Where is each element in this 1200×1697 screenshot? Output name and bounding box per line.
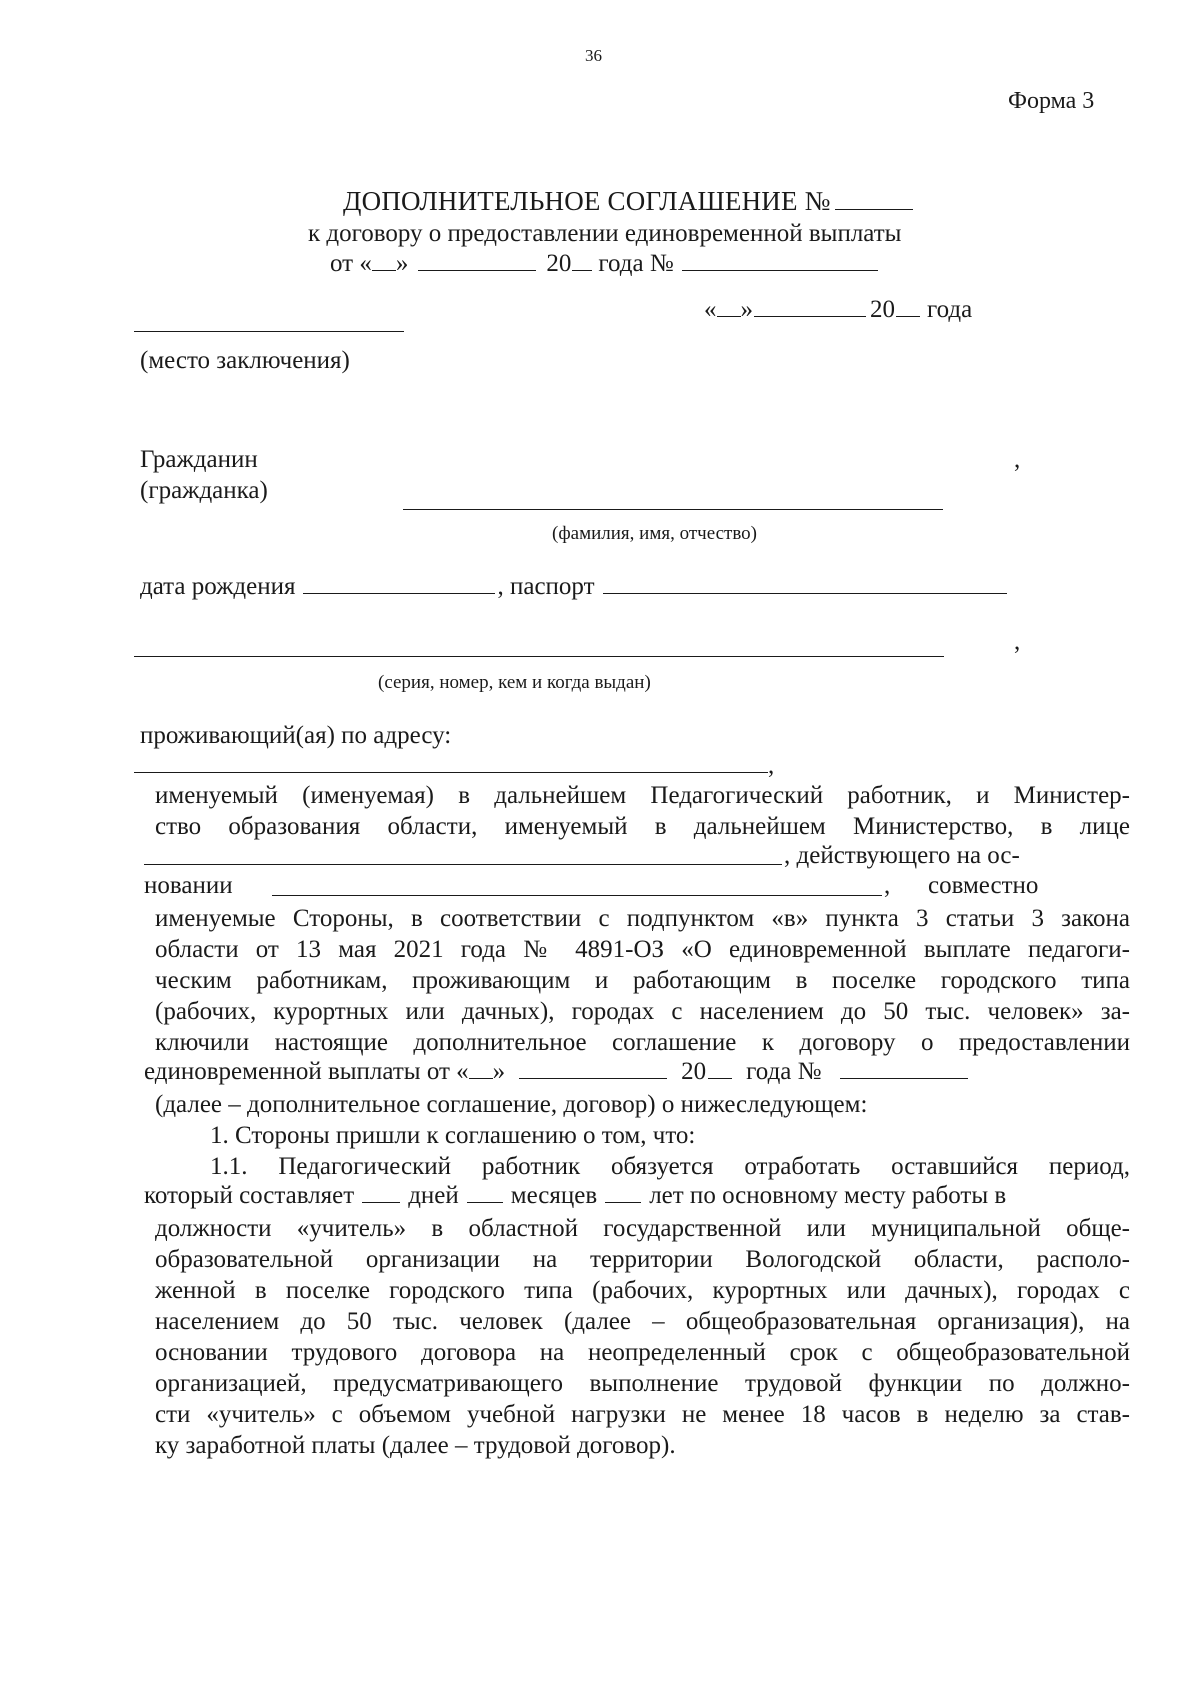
basis-comma: , [884,872,891,899]
body-line-2: ство образования области, именуемый в дальнейшем Министерство, в лице [155,813,1130,840]
body-line-14: организацией, предусматривающего выполнение трудовой функции по должно- [155,1370,1130,1397]
place-caption: (место заключения) [140,347,350,374]
period-line [144,1182,1006,1210]
signing-year-blank [896,315,920,317]
payment-number-blank [840,1077,968,1079]
birth-date-label: дата рождения [140,573,296,600]
contract-year-blank [572,269,592,271]
address-line [134,772,768,773]
body-line-11: женной в поселке городского типа (рабочих, курортных или дачных), городах с [155,1277,1130,1304]
body-line-7: ключили настоящие дополнительное соглашение к договору о предоставлении [155,1029,1130,1056]
contract-number-label: года № [598,250,674,277]
body-line-12: населением до 50 тыс. человек (далее – общеобразовательная организация), на [155,1308,1130,1335]
signing-year-label: года [927,296,973,323]
document-title-text: ДОПОЛНИТЕЛЬНОЕ СОГЛАШЕНИЕ № [343,186,831,216]
contract-month-blank [418,269,536,271]
representative-line [144,864,782,865]
basis-line [272,895,882,896]
body-line-8: (далее – дополнительное соглашение, договор) о нижеследующем: [155,1091,868,1118]
jointly-word: совместно [928,872,1039,899]
body-line-6: (рабочих, курортных или дачных), городах с населением до 50 тыс. человек» за- [155,998,1130,1025]
payment-number-label: года № [746,1058,822,1085]
clause-1: 1. Стороны пришли к соглашению о том, что: [210,1122,696,1149]
body-line-13: основании трудового договора на неопределенный срок с общеобразовательной [155,1339,1130,1366]
citizen-label-line2: (гражданка) [140,477,268,504]
place-blank-line [134,331,404,332]
contract-day-blank [372,269,396,271]
basis-word: новании [144,872,233,899]
contract-year-prefix: 20 [546,250,572,277]
signing-date [704,296,972,324]
form-label: Форма 3 [1008,88,1095,114]
page-number: 36 [585,46,602,65]
period-days-label: дней [408,1182,459,1209]
acting-suffix: , действующего на ос- [784,842,1020,869]
contract-date-close: » [395,250,409,277]
signing-day-blank [717,315,741,317]
payment-date-line [144,1058,968,1086]
passport-label: , паспорт [497,573,595,600]
body-line-4: области от 13 мая 2021 года № 4891-ОЗ «О единовременной выплате педагоги- [155,936,1130,963]
signing-year-prefix: 20 [870,296,895,323]
passport-details-line [134,656,944,657]
period-years-label: лет по основному месту работы в [649,1182,1007,1209]
payment-day-blank [469,1077,493,1079]
agreement-number-blank [835,208,913,210]
address-comma: , [768,752,775,779]
address-label: проживающий(ая) по адресу: [140,722,452,749]
citizen-name-line [403,509,943,510]
contract-number-blank [682,269,878,271]
clause-1-1: 1.1. Педагогический работник обязуется отработать оставшийся период, [210,1153,1130,1180]
passport-comma: , [1014,628,1021,655]
passport-blank [603,592,1007,594]
period-months-label: месяцев [510,1182,598,1209]
document-subtitle: к договору о предоставлении единовременной выплаты [308,220,902,247]
body-line-16: ку заработной платы (далее – трудовой договор). [155,1432,676,1459]
body-line-1: именуемый (именуемая) в дальнейшем Педагогический работник, и Министер- [155,782,1130,809]
body-line-9: должности «учитель» в областной государственной или муниципальной обще- [155,1215,1130,1242]
payment-from: единовременной выплаты от « [144,1058,469,1085]
citizen-comma: , [1014,446,1021,473]
signing-date-close: » [740,296,753,323]
period-days-blank [362,1201,400,1203]
period-prefix: который составляет [144,1182,355,1209]
body-line-5: ческим работникам, проживающим и работающим в поселке городского типа [155,967,1130,994]
period-months-blank [467,1201,503,1203]
signing-month-blank [754,315,866,317]
body-line-3: именуемые Стороны, в соответствии с подпунктом «в» пункта 3 статьи 3 закона [155,905,1130,932]
contract-date-from: от « [330,250,372,277]
document-title [343,186,917,217]
passport-caption: (серия, номер, кем и когда выдан) [378,672,651,693]
citizen-label-line1: Гражданин [140,446,258,473]
payment-year-prefix: 20 [681,1058,707,1085]
payment-close: » [492,1058,506,1085]
birth-passport-line [140,573,1007,601]
period-years-blank [605,1201,641,1203]
body-line-10: образовательной организации на территории Вологодской области, располо- [155,1246,1130,1273]
birth-date-blank [303,592,495,594]
contract-date-line [330,250,886,278]
payment-year-blank [708,1077,732,1079]
name-caption: (фамилия, имя, отчество) [552,523,758,544]
signing-date-open: « [704,296,717,323]
payment-month-blank [519,1077,667,1079]
body-line-15: сти «учитель» с объемом учебной нагрузки не менее 18 часов в неделю за став- [155,1401,1130,1428]
